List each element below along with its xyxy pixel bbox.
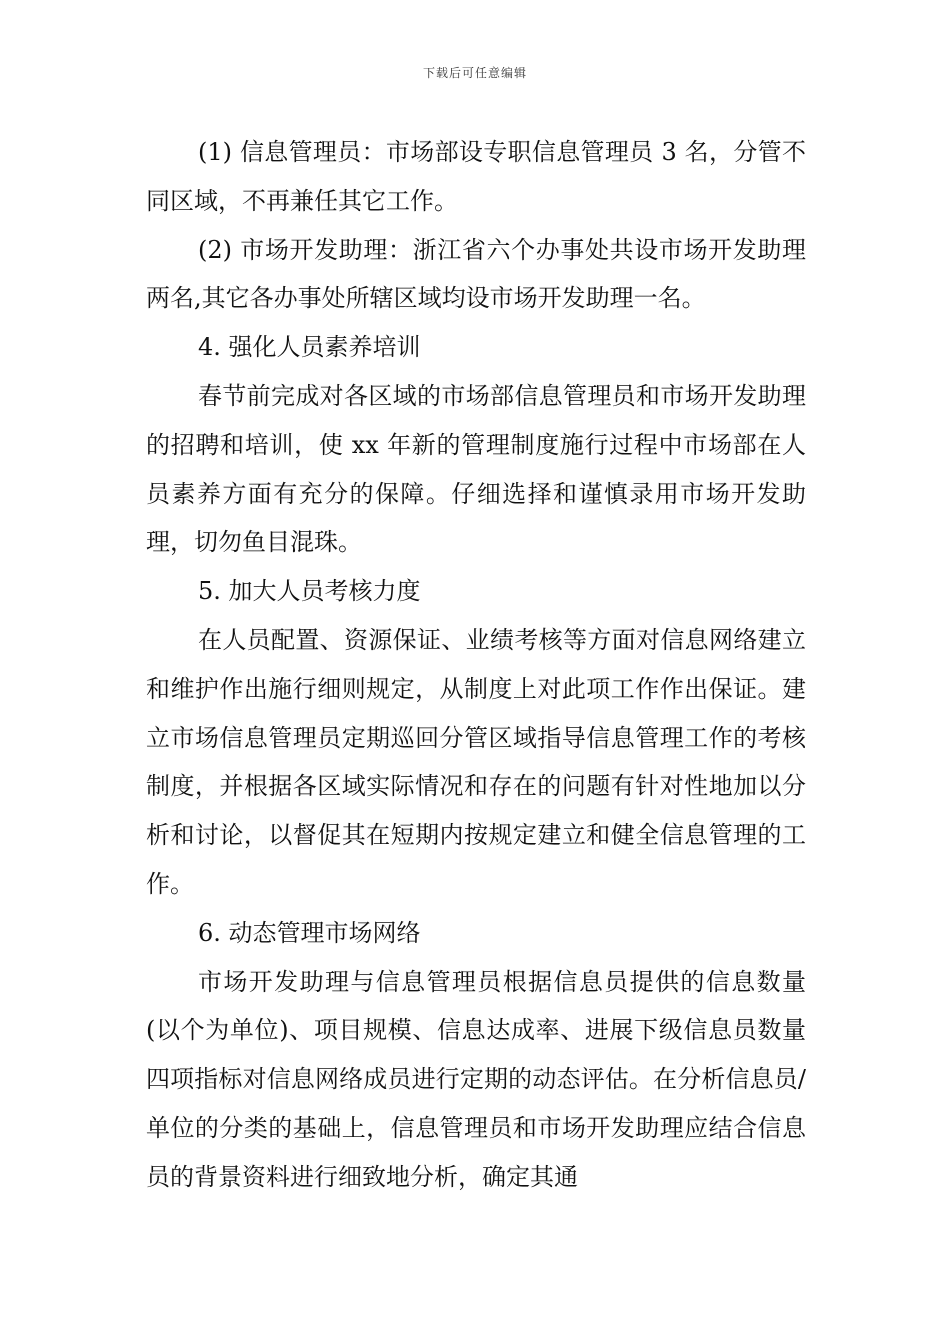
section-heading-6: 6. 动态管理市场网络 [198, 918, 421, 947]
section-heading-4: 4. 强化人员素养培训 [198, 333, 421, 362]
document-body [146, 128, 806, 1202]
paragraph-market-assistant: (2) 市场开发助理：浙江省六个办事处共设市场开发助理两名,其它各办事处所辖区域均设市场开发助理一名。 [146, 235, 806, 313]
header-note: 下载后可任意编辑 [422, 66, 527, 80]
paragraph-info-manager: (1) 信息管理员：市场部设专职信息管理员 3 名，分管不同区域，不再兼任其它工作。 [146, 138, 806, 215]
paragraph-assessment: 在人员配置、资源保证、业绩考核等方面对信息网络建立和维护作出施行细则规定，从制度上对此项工作作出保证。建立市场信息管理员定期巡回分管区域指导信息管理工作的考核制度，并根据各区域实际情况和存在的问题有针对性地加以分析和讨论，以督促其在短期内按规定建立和健全信息管理的工作。 [146, 625, 806, 898]
paragraph-dynamic-management: 市场开发助理与信息管理员根据信息员提供的信息数量(以个为单位)、项目规模、信息达成率、进展下级信息员数量四项指标对信息网络成员进行定期的动态评估。在分析信息员/单位的分类的基础上，信息管理员和市场开发助理应结合信息员的背景资料进行细致地分析，确定其通 [146, 967, 806, 1191]
paragraph-training: 春节前完成对各区域的市场部信息管理员和市场开发助理的招聘和培训，使 xx 年新的管理制度施行过程中市场部在人员素养方面有充分的保障。仔细选择和谨慎录用市场开发助理，切勿鱼目混珠。 [146, 381, 806, 557]
section-heading-5: 5. 加大人员考核力度 [198, 577, 421, 606]
